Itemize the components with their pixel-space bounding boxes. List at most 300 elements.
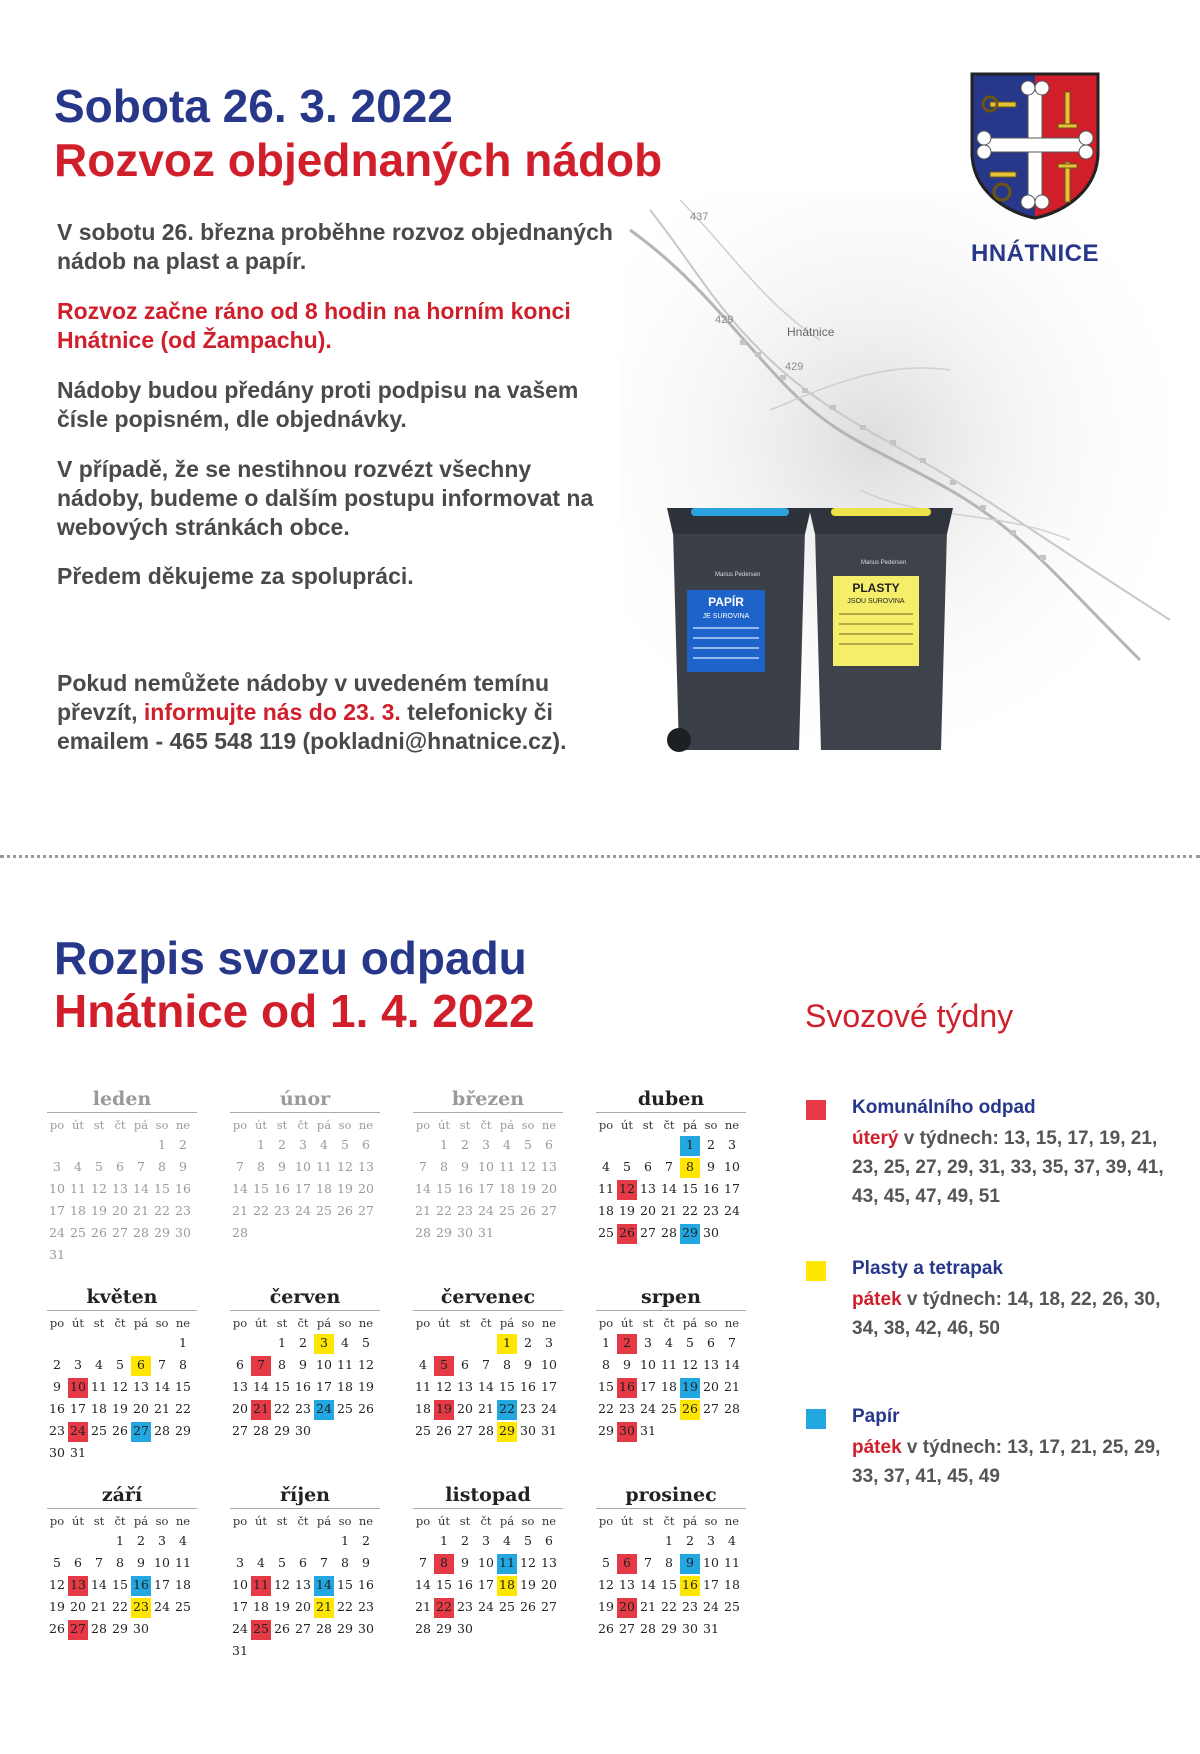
calendar-day: 2 (362, 1533, 370, 1548)
calendar-day: 7 (482, 1357, 490, 1372)
calendar-day: 23 (131, 1598, 151, 1618)
calendar-day: 2 (707, 1137, 715, 1152)
calendar-day: 22 (253, 1203, 269, 1218)
calendar-month (413, 1284, 563, 1443)
weekday-label: čt (297, 1118, 309, 1132)
calendar-day: 19 (49, 1599, 65, 1614)
calendar-day: 23 (295, 1401, 311, 1416)
weekday-label: čt (114, 1118, 126, 1132)
calendar-day: 26 (49, 1621, 65, 1636)
calendar-day: 25 (499, 1203, 515, 1218)
calendar-day: 13 (133, 1379, 149, 1394)
calendar-day: 11 (251, 1576, 271, 1596)
calendar-day: 2 (461, 1137, 469, 1152)
calendar-day: 19 (520, 1181, 536, 1196)
calendar-day: 27 (131, 1422, 151, 1442)
calendar-day: 24 (703, 1599, 719, 1614)
calendar-day: 12 (520, 1159, 536, 1174)
calendar-day: 29 (497, 1422, 517, 1442)
calendar-day: 14 (91, 1577, 107, 1592)
weekday-label: so (338, 1514, 352, 1528)
calendar-day: 22 (337, 1599, 353, 1614)
month-name: listopad (445, 1484, 531, 1506)
calendar-month (230, 1482, 380, 1663)
weekday-label: ne (541, 1118, 557, 1132)
calendar-day: 17 (478, 1577, 494, 1592)
calendar-day: 10 (316, 1357, 332, 1372)
calendar-day: 16 (131, 1576, 151, 1596)
calendar-day: 22 (434, 1598, 454, 1618)
calendar-day: 23 (703, 1203, 719, 1218)
calendar-day: 16 (617, 1378, 637, 1398)
legend-name: Plasty a tetrapak (852, 1258, 1004, 1279)
calendar-day: 3 (158, 1533, 166, 1548)
calendar-day: 22 (436, 1203, 452, 1218)
calendar-day: 15 (154, 1181, 170, 1196)
calendar-day: 22 (598, 1401, 614, 1416)
calendar-day: 25 (337, 1401, 353, 1416)
calendar-day: 6 (644, 1159, 652, 1174)
calendar-day: 29 (436, 1621, 452, 1636)
coat-of-arms-icon (970, 72, 1100, 220)
map-village-label: Hnátnice (787, 325, 835, 339)
calendar-day: 4 (257, 1555, 265, 1570)
map-spot-label: 429 (715, 314, 734, 326)
calendar-day: 8 (503, 1357, 511, 1372)
calendar-day: 31 (232, 1643, 248, 1658)
month-grid (413, 1313, 563, 1443)
calendar-day: 23 (358, 1599, 374, 1614)
calendar-day: 29 (154, 1225, 170, 1240)
calendar-day: 16 (49, 1401, 65, 1416)
map-spot-label: 437 (690, 211, 709, 223)
calendar-day: 10 (724, 1159, 740, 1174)
calendar-day: 1 (116, 1533, 124, 1548)
month-rule (47, 1310, 197, 1311)
calendar-day: 28 (253, 1423, 269, 1438)
calendar-day: 2 (686, 1533, 694, 1548)
month-rule (230, 1112, 380, 1113)
weekday-label: pá (499, 1514, 515, 1528)
weekday-label: út (437, 1316, 451, 1330)
calendar-day: 17 (640, 1379, 656, 1394)
calendar-day: 3 (236, 1555, 244, 1570)
calendar-day: 4 (419, 1357, 427, 1372)
calendar-day: 27 (68, 1620, 88, 1640)
calendar-day: 31 (640, 1423, 656, 1438)
month-grid (413, 1115, 563, 1245)
calendar-day: 1 (257, 1137, 265, 1152)
calendar-day: 12 (274, 1577, 290, 1592)
calendar-day: 16 (680, 1576, 700, 1596)
weekday-label: po (49, 1118, 65, 1132)
calendar-day: 25 (316, 1203, 332, 1218)
calendar-day: 19 (274, 1599, 290, 1614)
weekday-label: čt (297, 1316, 309, 1330)
weekday-label: út (71, 1316, 85, 1330)
calendar-day: 28 (91, 1621, 107, 1636)
calendar-day: 4 (95, 1357, 103, 1372)
calendar-day: 4 (728, 1533, 736, 1548)
calendar-day: 13 (68, 1576, 88, 1596)
calendar-day: 17 (49, 1203, 65, 1218)
calendar-day: 13 (358, 1159, 374, 1174)
empty-day (89, 1532, 109, 1552)
month-name: prosinec (625, 1484, 717, 1506)
legend-day: úterý (852, 1128, 899, 1149)
calendar-day: 24 (232, 1621, 248, 1636)
calendar-day: 23 (682, 1599, 698, 1614)
empty-day (152, 1334, 172, 1354)
weekday-label: út (437, 1514, 451, 1528)
calendar-day: 27 (640, 1225, 656, 1240)
calendar-day: 23 (457, 1599, 473, 1614)
calendar-day: 6 (545, 1533, 553, 1548)
calendar-day: 18 (415, 1401, 431, 1416)
calendar-day: 3 (728, 1137, 736, 1152)
calendar-day: 21 (133, 1203, 149, 1218)
calendar-day: 30 (457, 1621, 473, 1636)
calendar-day: 26 (520, 1203, 536, 1218)
calendar-day: 14 (133, 1181, 149, 1196)
weekday-label: út (620, 1514, 634, 1528)
intro-paragraph: V sobotu 26. března proběhne rozvoz objednaných nádob na plast a papír. (57, 219, 613, 274)
calendar-day: 20 (617, 1598, 637, 1618)
calendar-day: 9 (524, 1357, 532, 1372)
calendar-day: 5 (116, 1357, 124, 1372)
calendar-day: 11 (91, 1379, 107, 1394)
calendar-day: 28 (415, 1621, 431, 1636)
calendar-day: 21 (91, 1599, 107, 1614)
legend-swatch (806, 1409, 826, 1429)
weekday-label: čt (297, 1514, 309, 1528)
empty-day (47, 1532, 67, 1552)
calendar-day: 16 (703, 1181, 719, 1196)
bin-label-paper: PAPÍR (708, 595, 744, 609)
weekday-label: čt (663, 1316, 675, 1330)
calendar-day: 30 (682, 1621, 698, 1636)
calendar-day: 23 (619, 1401, 635, 1416)
calendar-day: 8 (680, 1158, 700, 1178)
weekday-label: ne (358, 1316, 374, 1330)
bin-label-plastic: PLASTY (852, 581, 900, 595)
legend-weeks-list: v týdnech: 13, 15, 17, 19, 21, 23, 25, 27, 29, 31, 33, 35, 37, 39, 41, 43, 45, 47, 49, 51 (852, 1128, 1164, 1207)
calendar-day: 16 (457, 1181, 473, 1196)
weekday-label: ne (541, 1316, 557, 1330)
calendar-day: 5 (53, 1555, 61, 1570)
calendar-day: 26 (680, 1400, 700, 1420)
calendar-day: 22 (682, 1203, 698, 1218)
weekday-label: čt (480, 1118, 492, 1132)
calendar-day: 6 (617, 1554, 637, 1574)
calendar-day: 30 (617, 1422, 637, 1442)
calendar-day: 13 (112, 1181, 128, 1196)
calendar-day: 19 (337, 1181, 353, 1196)
calendar-day: 12 (436, 1379, 452, 1394)
calendar-day: 22 (661, 1599, 677, 1614)
calendar-day: 3 (482, 1533, 490, 1548)
weekday-label: po (598, 1316, 614, 1330)
calendar-day: 10 (541, 1357, 557, 1372)
month-name: září (101, 1484, 143, 1506)
calendar-day: 20 (133, 1401, 149, 1416)
calendar-day: 2 (53, 1357, 61, 1372)
calendar-day: 26 (112, 1423, 128, 1438)
month-grid (596, 1511, 746, 1641)
calendar-day: 17 (154, 1577, 170, 1592)
calendar-day: 8 (665, 1555, 673, 1570)
calendar-day: 28 (154, 1423, 170, 1438)
calendar-day: 18 (316, 1181, 332, 1196)
calendar-day: 20 (640, 1203, 656, 1218)
calendar-day: 15 (682, 1181, 698, 1196)
calendar-day: 25 (251, 1620, 271, 1640)
calendar-day: 14 (724, 1357, 740, 1372)
calendar-day: 18 (91, 1401, 107, 1416)
month-grid (47, 1115, 197, 1267)
calendar-day: 9 (362, 1555, 370, 1570)
empty-day (617, 1532, 637, 1552)
calendar-day: 7 (95, 1555, 103, 1570)
calendar-day: 1 (497, 1334, 517, 1354)
legend-day: pátek (852, 1289, 902, 1310)
calendar-day: 13 (232, 1379, 248, 1394)
calendar-day: 9 (299, 1357, 307, 1372)
calendar-day: 1 (440, 1533, 448, 1548)
weekday-label: út (620, 1118, 634, 1132)
calendar-day: 1 (680, 1136, 700, 1156)
calendar-day: 26 (358, 1401, 374, 1416)
calendar-day: 19 (680, 1378, 700, 1398)
calendar-day: 14 (478, 1379, 494, 1394)
calendar-day: 11 (499, 1159, 515, 1174)
calendar-day: 25 (91, 1423, 107, 1438)
calendar-month (596, 1086, 746, 1245)
calendar-day: 9 (137, 1555, 145, 1570)
calendar-day: 27 (541, 1599, 557, 1614)
legend-swatch (806, 1100, 826, 1120)
weekday-label: ne (358, 1118, 374, 1132)
weekday-label: ne (175, 1316, 191, 1330)
weekday-label: so (704, 1118, 718, 1132)
calendar-day: 12 (91, 1181, 107, 1196)
weekday-label: út (254, 1316, 268, 1330)
calendar-day: 17 (232, 1599, 248, 1614)
calendar-day: 6 (545, 1137, 553, 1152)
weekday-label: po (598, 1118, 614, 1132)
legend-title: Svozové týdny (805, 998, 1014, 1034)
empty-day (230, 1136, 250, 1156)
calendar-day: 25 (661, 1401, 677, 1416)
calendar-day: 12 (598, 1577, 614, 1592)
calendar-day: 25 (499, 1599, 515, 1614)
weekday-label: ne (724, 1514, 740, 1528)
empty-day (413, 1532, 433, 1552)
map-spot-label: 429 (785, 361, 804, 373)
calendar-day: 9 (53, 1379, 61, 1394)
calendar-day: 27 (457, 1423, 473, 1438)
month-grid (230, 1115, 380, 1245)
calendar-day: 8 (116, 1555, 124, 1570)
calendar-day: 30 (520, 1423, 536, 1438)
calendar-day: 8 (602, 1357, 610, 1372)
calendar-day: 4 (503, 1137, 511, 1152)
weekday-label: čt (663, 1118, 675, 1132)
calendar-day: 25 (175, 1599, 191, 1614)
empty-day (251, 1334, 271, 1354)
calendar-day: 13 (541, 1555, 557, 1570)
calendar-day: 25 (724, 1599, 740, 1614)
calendar-day: 1 (341, 1533, 349, 1548)
calendar-day: 16 (358, 1577, 374, 1592)
empty-day (659, 1136, 679, 1156)
calendar-day: 27 (541, 1203, 557, 1218)
calendar-day: 19 (598, 1599, 614, 1614)
weekday-label: pá (133, 1514, 149, 1528)
calendar-day: 14 (232, 1181, 248, 1196)
waste-bins-illustration (665, 500, 995, 780)
calendar-day: 2 (137, 1533, 145, 1548)
weekday-label: pá (499, 1118, 515, 1132)
empty-day (110, 1136, 130, 1156)
calendar-day: 9 (680, 1554, 700, 1574)
weekday-label: st (459, 1118, 471, 1132)
empty-day (230, 1334, 250, 1354)
calendar-day: 20 (457, 1401, 473, 1416)
calendar-day: 21 (251, 1400, 271, 1420)
calendar-day: 14 (415, 1577, 431, 1592)
calendar-day: 11 (497, 1554, 517, 1574)
calendar-day: 22 (497, 1400, 517, 1420)
weekday-label: st (642, 1514, 654, 1528)
calendar-day: 24 (314, 1400, 334, 1420)
calendar-day: 6 (74, 1555, 82, 1570)
calendar-day: 16 (457, 1577, 473, 1592)
calendar-day: 12 (358, 1357, 374, 1372)
calendar-day: 15 (175, 1379, 191, 1394)
calendar-day: 5 (278, 1555, 286, 1570)
calendar-day: 26 (274, 1621, 290, 1636)
empty-day (68, 1136, 88, 1156)
calendar-day: 16 (274, 1181, 290, 1196)
weekday-label: ne (724, 1118, 740, 1132)
calendar-day: 8 (257, 1159, 265, 1174)
calendar-day: 3 (74, 1357, 82, 1372)
calendar-day: 10 (154, 1555, 170, 1570)
calendar-day: 11 (175, 1555, 191, 1570)
empty-day (293, 1532, 313, 1552)
schedule-subtitle: Hnátnice od 1. 4. 2022 (54, 985, 535, 1037)
calendar-day: 31 (478, 1225, 494, 1240)
weekday-label: st (459, 1514, 471, 1528)
weekday-label: čt (663, 1514, 675, 1528)
calendar-day: 5 (362, 1335, 370, 1350)
calendar-day: 3 (314, 1334, 334, 1354)
weekday-label: po (232, 1118, 248, 1132)
calendar-day: 5 (95, 1159, 103, 1174)
page-subtitle: Rozvoz objednaných nádob (54, 134, 663, 186)
legend-weeks-list: v týdnech: 14, 18, 22, 26, 30, 34, 38, 42, 46, 50 (852, 1289, 1161, 1339)
calendar-day: 24 (154, 1599, 170, 1614)
intro-paragraph: V případě, že se nestihnou rozvézt všechny nádoby, budeme o dalším postupu informovat na webových stránkách obce. (57, 456, 594, 540)
weekday-label: so (704, 1316, 718, 1330)
month-name: únor (279, 1088, 331, 1110)
weekday-label: so (338, 1118, 352, 1132)
calendar-day: 30 (358, 1621, 374, 1636)
calendar-day: 28 (316, 1621, 332, 1636)
empty-day (413, 1334, 433, 1354)
calendar-day: 8 (179, 1357, 187, 1372)
calendar-day: 28 (478, 1423, 494, 1438)
calendar-day: 6 (461, 1357, 469, 1372)
calendar-day: 13 (640, 1181, 656, 1196)
calendar-day: 3 (53, 1159, 61, 1174)
weekday-label: po (49, 1514, 65, 1528)
calendar-day: 19 (91, 1203, 107, 1218)
calendar-day: 10 (478, 1555, 494, 1570)
calendar-day: 17 (295, 1181, 311, 1196)
calendar-month (596, 1482, 746, 1641)
legend-day: pátek (852, 1437, 902, 1458)
weekday-label: ne (724, 1316, 740, 1330)
calendar-day: 8 (158, 1159, 166, 1174)
calendar-day: 30 (457, 1225, 473, 1240)
weekday-label: út (254, 1118, 268, 1132)
calendar-day: 10 (640, 1357, 656, 1372)
calendar-day: 29 (661, 1621, 677, 1636)
calendar-day: 30 (133, 1621, 149, 1636)
calendar-month (413, 1086, 563, 1245)
calendar-day: 15 (337, 1577, 353, 1592)
calendar-day: 30 (295, 1423, 311, 1438)
calendar-day: 4 (665, 1335, 673, 1350)
calendar-day: 21 (415, 1599, 431, 1614)
weekday-label: so (521, 1316, 535, 1330)
calendar-day: 20 (295, 1599, 311, 1614)
village-name: HNÁTNICE (971, 240, 1099, 267)
calendar-day: 11 (337, 1357, 353, 1372)
calendar-day: 3 (644, 1335, 652, 1350)
calendar-day: 25 (415, 1423, 431, 1438)
calendar-day: 28 (661, 1225, 677, 1240)
weekday-label: st (642, 1316, 654, 1330)
calendar-day: 7 (137, 1159, 145, 1174)
calendar-day: 9 (707, 1159, 715, 1174)
month-grid (413, 1511, 563, 1641)
calendar-day: 10 (703, 1555, 719, 1570)
calendar-day: 19 (112, 1401, 128, 1416)
calendar-day: 6 (236, 1357, 244, 1372)
empty-day (110, 1334, 130, 1354)
calendar-day: 27 (619, 1621, 635, 1636)
empty-day (89, 1334, 109, 1354)
calendar-day: 7 (419, 1555, 427, 1570)
calendar-day: 18 (499, 1181, 515, 1196)
calendar-day: 13 (295, 1577, 311, 1592)
bin-sublabel-plastic: JSOU SUROVINA (847, 598, 905, 605)
calendar-day: 29 (598, 1423, 614, 1438)
weekday-label: ne (175, 1514, 191, 1528)
legend-weeks (852, 1433, 1182, 1491)
calendar-day: 27 (703, 1401, 719, 1416)
calendar-day: 28 (415, 1225, 431, 1240)
weekday-label: čt (480, 1316, 492, 1330)
weekday-label: út (254, 1514, 268, 1528)
calendar-day: 9 (623, 1357, 631, 1372)
weekday-label: st (642, 1118, 654, 1132)
contact-text: telefonicky či emailem - 465 548 119 (pokladni@hnatnice.cz). (57, 699, 567, 754)
bin-brand: Marius Pedersen (715, 572, 761, 578)
